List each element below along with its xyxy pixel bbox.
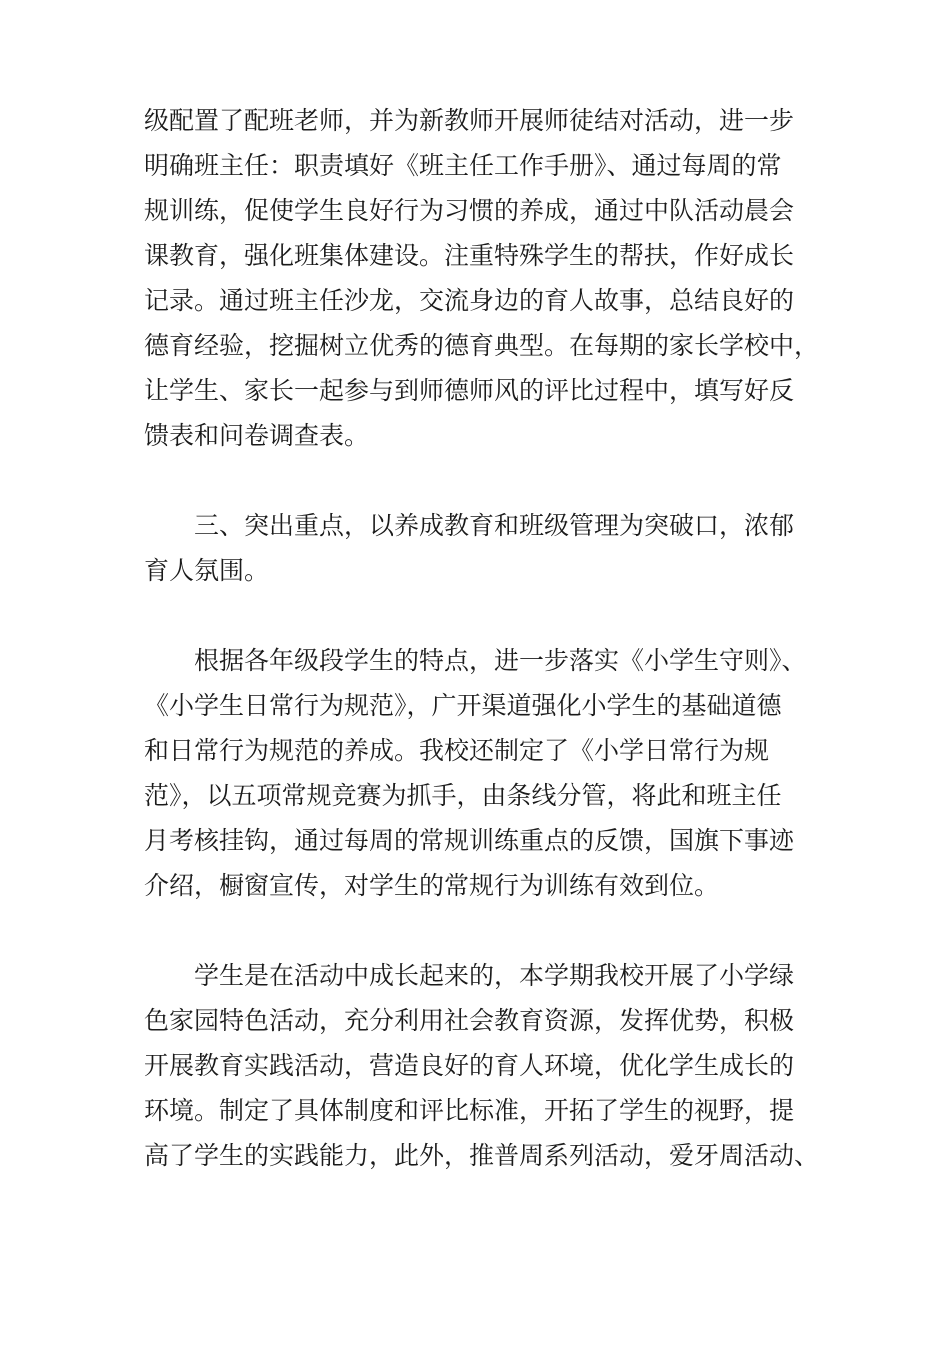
text-line: 育人氛围。 [144,556,270,585]
paragraph [144,503,824,593]
text-line: 课教育，强化班集体建设。注重特殊学生的帮扶，作好成长 [144,241,795,270]
paragraph [144,98,824,458]
text-line: 记录。通过班主任沙龙，交流身边的育人故事，总结良好的 [144,286,795,315]
text-line: 馈表和问卷调查表。 [144,421,370,450]
text-line: 范》，以五项常规竞赛为抓手，由条线分管，将此和班主任 [144,781,782,810]
text-line: 高了学生的实践能力，此外，推普周系列活动，爱牙周活动、 [144,1141,820,1170]
text-line: 色家园特色活动，充分利用社会教育资源，发挥优势，积极 [144,1006,795,1035]
text-line: 月考核挂钩，通过每周的常规训练重点的反馈，国旗下事迹 [144,826,795,855]
text-line: 三、突出重点，以养成教育和班级管理为突破口，浓郁 [194,511,795,540]
text-line: 明确班主任：职责填好《班主任工作手册》、通过每周的常 [144,151,782,180]
text-line: 和日常行为规范的养成。我校还制定了《小学日常行为规 [144,736,770,765]
text-line: 学生是在活动中成长起来的，本学期我校开展了小学绿 [194,961,795,990]
document-body [144,98,824,1223]
text-line: 环境。制定了具体制度和评比标准，开拓了学生的视野，提 [144,1096,795,1125]
text-line: 《小学生日常行为规范》，广开渠道强化小学生的基础道德 [144,691,782,720]
text-line: 级配置了配班老师，并为新教师开展师徒结对活动，进一步 [144,106,795,135]
paragraph [144,638,824,908]
text-line: 让学生、家长一起参与到师德师风的评比过程中，填写好反 [144,376,795,405]
text-line: 根据各年级段学生的特点，进一步落实《小学生守则》、 [194,646,807,675]
text-line: 介绍，橱窗宣传，对学生的常规行为训练有效到位。 [144,871,720,900]
text-line: 规训练，促使学生良好行为习惯的养成，通过中队活动晨会 [144,196,795,225]
paragraph [144,953,824,1178]
text-line: 德育经验，挖掘树立优秀的德育典型。在每期的家长学校中， [144,331,820,360]
text-line: 开展教育实践活动，营造良好的育人环境，优化学生成长的 [144,1051,795,1080]
